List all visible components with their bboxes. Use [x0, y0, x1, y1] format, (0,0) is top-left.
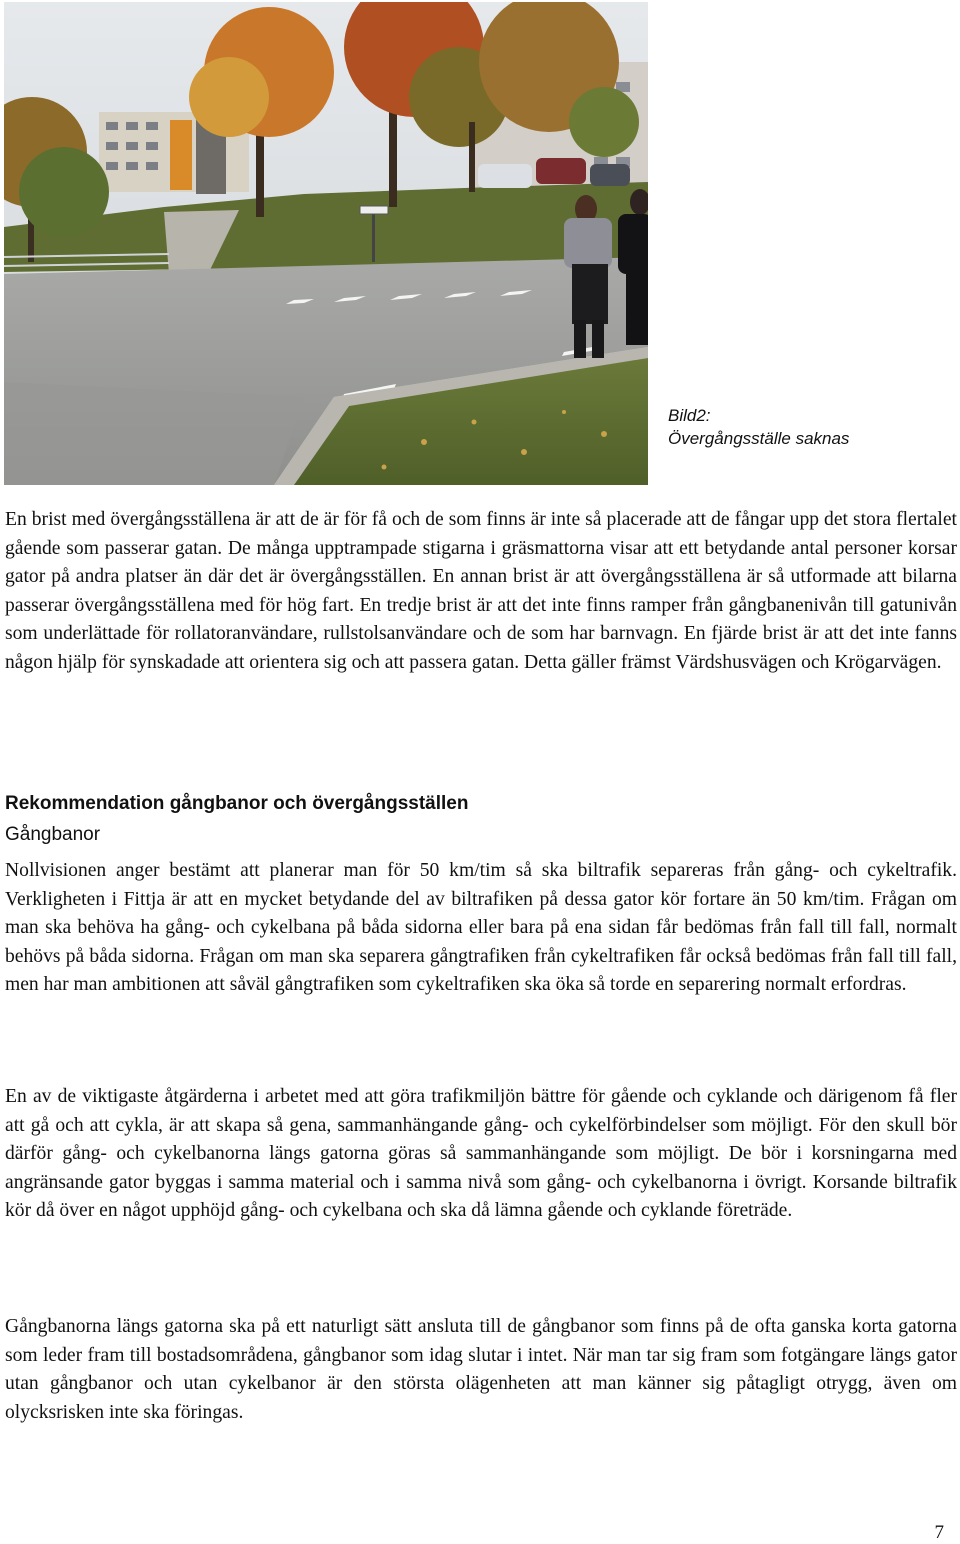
body-paragraph-3: En av de viktigaste åtgärderna i arbetet med att göra trafikmiljön bättre för gående och cyklande och därigenom få fler att gå och att cykla, är att skapa så gena, sammanhängande gång- och cykelförbindelser som möjligt. För den skull bör därför gång- och cykelbanorna längs gatorna göras så sammanhängande som möjligt. De bör i korsningarna med angränsande gator byggas i samma material och i samma nivå som gång- och cykelbanorna i övrigt. Korsande biltrafik kör då över en något upphöjd gång- och cykelbana och ska då lämna gående och cyklande företräde. [5, 1086, 957, 1221]
section-heading: Rekommendation gångbanor och övergångsställen [5, 793, 469, 814]
caption-text: Övergångsställe saknas [668, 429, 850, 448]
page-number: 7 [934, 1522, 944, 1543]
section-subheading: Gångbanor [5, 824, 101, 845]
body-paragraph-1: En brist med övergångsställena är att de är för få och de som finns är inte så placerade att de fångar upp det stora flertalet gående som passerar gatan. De många upptrampade stigarna i gräsmattorna visar att ett betydande antal personer korsar gator på andra platser än där det är övergångsställen. En annan brist är att övergångsställena är så utformade att bilarna passerar övergångsställena med för hög fart. En tredje brist är att det inte finns ramper från gångbanenivån till gatunivån som underlättade för rollatoranvändare, rullstolsanvändare och de som har barnvagn. En fjärde brist är att det inte fanns någon hjälp för synskadade att orientera sig och att passera gatan. Detta gäller främst Värdshusvägen och Krögarvägen. [5, 509, 957, 673]
body-paragraph-2: Nollvisionen anger bestämt att planerar man för 50 km/tim så ska biltrafik separeras från gång- och cykeltrafik. Verkligheten i Fittja är att en mycket betydande del av biltrafiken på dessa gator kör fortare än 50 km/tim. Frågan om man ska behöva ha gång- och cykelbana på båda sidorna eller bara på ena sidan får bedömas från fall till fall, normalt behövs på båda sidorna. Frågan om man ska separera gångtrafiken från cykeltrafiken får också bedömas från fall till fall, men har man ambitionen att såväl gångtrafiken som cykeltrafiken ska öka så torde en separering normalt erfordras. [5, 860, 957, 995]
caption-label: Bild2: [668, 406, 711, 425]
street-photo [4, 2, 648, 485]
figure-caption [668, 404, 948, 450]
street-photo-illustration [4, 2, 648, 485]
body-paragraph-4: Gångbanorna längs gatorna ska på ett naturligt sätt ansluta till de gångbanor som finns på de ofta ganska korta gatorna som leder fram till bostadsområdena, gångbanor som idag slutar i intet. När man tar sig fram som fotgängare längs gator utan gångbanor och utan cykelbanor är den största olägenheten att man känner sig påtagligt otrygg, även om olycksrisken inte ska föringas. [5, 1316, 957, 1423]
